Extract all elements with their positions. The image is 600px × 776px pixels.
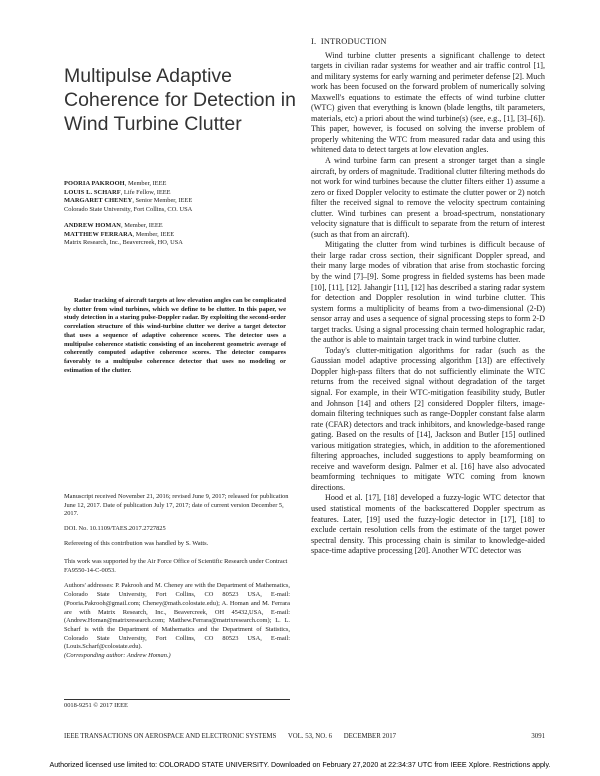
title-line: Coherence for Detection in bbox=[64, 89, 296, 111]
author-role: , Member, IEEE bbox=[121, 222, 163, 229]
journal-name: IEEE TRANSACTIONS ON AEROSPACE AND ELECTRONIC SYSTEMS bbox=[64, 733, 277, 740]
title-line: Wind Turbine Clutter bbox=[64, 113, 242, 135]
author-addresses: Authors' addresses: P. Pakrooh and M. Cheney are with the Department of Mathematics, Colorado State University, Fort Collins, CO 80523 USA, E-mail: (Pooria.Pakrooh@gmail.com; Cheney@math.colostate.edu); A. Homan and M. Ferrara are with Matrix Research, Inc., Beavercreek, OH 45432,USA, E-mail: (Andrew.Homan@matrixresearch.com; Matthew.Ferrara@matrixresearch.com); L. L. Scharf is with the Department of Mathematics and the Department of Statistics, Colorado State University, Fort Collins, CO 80523 USA, E-mail: (Louis.Scharf@colostate.edu). bbox=[64, 582, 291, 651]
manuscript-history: Manuscript received November 21, 2016; revised June 9, 2017; released for publication June 12, 2017. Date of publication July 17, 2017; date of current version December 5, 2017. bbox=[64, 493, 289, 518]
journal-volume: VOL. 53, NO. 6 bbox=[287, 733, 333, 740]
abstract: Radar tracking of aircraft targets at low elevation angles can be complicated by clutter from wind turbines, which we define to be clutter. In this paper, we study detection in a staring pulse-Doppler radar. By exploiting the second-order correlation structure of this wind-turbine clutter we derive a target detector that uses a sequence of adaptive coherence scores. The detector uses a multipulse coherence statistic consisting of an incoherent geometric average of coherently computed adaptive coherence scores. The detector compares favorably to a multipulse coherence detector that uses no modeling or estimation of the clutter. bbox=[64, 297, 286, 374]
refereeing-note: Refereeing of this contribution was handled by S. Watts. bbox=[64, 539, 209, 547]
paragraph: Hood et al. [17], [18] developed a fuzzy-logic WTC detector that used statistical moments of the backscattered Doppler spectrum as features. Later, [19] used the fuzzy-logic detector in [17], [18] to exclude certain resolution cells from the estimate of the target power spectral density. This processing chain is similar to knowledge-aided space-time adaptive processing [20]. Another WTC detector was bbox=[311, 493, 545, 556]
author-role: , Senior Member, IEEE bbox=[132, 197, 193, 205]
footnote-divider bbox=[64, 699, 290, 700]
page-footer bbox=[64, 732, 545, 741]
section-number: I. bbox=[311, 37, 317, 46]
issn-copyright: 0018-9251 © 2017 IEEE bbox=[64, 702, 128, 709]
paper-title bbox=[64, 64, 296, 136]
paragraph: Today's clutter-mitigation algorithms for radar (such as the Gaussian model adaptive processing algorithm [13]) are effectively Doppler high-pass filters that do not sufficiently eliminate the WTC returns from the received signal without degradation of the target signal. For example, in their WTC-mitigation feasibility study, Butler and Johnson [14] and others [2] considered Doppler filters, image-domain filtering techniques such as range-Doppler constant false alarm rate (CFAR) detectors and track inhibitors, and knowledge-based range gating. Based on the results of [14], Jackson and Butler [15] outlined various mitigation strategies, which, in addition to the aforementioned filtering approaches, included suggestions to apply beamforming on receive and waveform design. Palmer et al. [16] have also advocated beamforming techniques to mitigate WTC coming from known directions. bbox=[311, 345, 545, 492]
author-line bbox=[64, 222, 183, 231]
publication-notes bbox=[64, 493, 290, 549]
author-line bbox=[64, 189, 192, 198]
author-line bbox=[64, 197, 192, 206]
author-role: , Member, IEEE bbox=[124, 180, 167, 187]
support-and-addresses bbox=[64, 558, 290, 661]
author-affiliation: Matrix Research, Inc., Beavercreek, HO, USA bbox=[64, 239, 183, 247]
author-block-matrix bbox=[64, 222, 183, 248]
author-name: POORIA PAKROOH bbox=[64, 180, 125, 187]
author-block-csu bbox=[64, 180, 192, 215]
author-line bbox=[64, 180, 192, 189]
download-notice: Authorized licensed use limited to: COLORADO STATE UNIVERSITY. Downloaded on February 27,2020 at 22:34:37 UTC from IEEE Xplore. Restrictions apply. bbox=[49, 761, 551, 769]
page-number: 3091 bbox=[531, 733, 545, 740]
author-name: ANDREW HOMAN bbox=[64, 222, 121, 229]
author-name: MARGARET CHENEY bbox=[64, 197, 133, 205]
author-affiliation: Colorado State University, Fort Collins, CO. USA bbox=[64, 206, 193, 214]
author-role: , Member, IEEE bbox=[132, 230, 175, 238]
corresponding-author: (Corresponding author: Andrew Homan.) bbox=[64, 652, 171, 660]
paragraph: Mitigating the clutter from wind turbines is difficult because of their large radar cross section, their significant Doppler spread, and their many large modes of vibration that arise from stochastic forcing by the wind [7]–[9]. Some progress in fielded systems has been made [10], [11], [12]. Jahangir [11], [12] has described a staring radar system for detection and Doppler resolution in wind turbine clutter. This system forms a multiplicity of beams from a two-dimensional (2-D) sensor array and uses a sequence of signal processing steps to form 2-D target tracks. Using a signal processing chain termed holographic radar, the author is able to maintain target track in wind turbine clutter. bbox=[311, 240, 545, 345]
funding-note: This work was supported by the Air Force Office of Scientific Research under Contract FA9550-14-C-0053. bbox=[64, 558, 288, 574]
paragraph: A wind turbine farm can present a stronger target than a single aircraft, by orders of magnitude. Traditional clutter filtering methods do not work for wind turbines because the clutter filters either 1) assume a zero or fixed Doppler velocity to estimate the clutter power or 2) notch filter the received signal to remove the velocity spectrum containing clutter. Wind turbines can present a broad-spectrum, nonstationary velocity signature that is difficult to separate from the return of interest (such as that from an aircraft). bbox=[311, 155, 545, 239]
author-role: , Life Fellow, IEEE bbox=[120, 188, 171, 196]
paragraph: Wind turbine clutter presents a significant challenge to detect targets in civilian radar systems for weather and air traffic control [1], and military systems for early warning and perimeter defense [2]. Much work has been focused on the forward problem of numerically solving Maxwell's equations to estimate the effects of wind turbine clutter (WTC) given that everything is known (blade lengths, tilt parameters, materials, etc) a priori about the wind turbine(s) (see, e.g., [1], [3]–[6]). This paper, however, is focused on solving the inverse problem of properly whitening the WTC from measured radar data and using this whitened data to detect targets at low elevation angles. bbox=[311, 50, 545, 155]
doi: DOI. No. 10.1109/TAES.2017.2727825 bbox=[64, 525, 166, 533]
author-name: LOUIS L. SCHARF bbox=[64, 188, 121, 196]
journal-date: DECEMBER 2017 bbox=[343, 733, 397, 740]
section-heading bbox=[311, 37, 545, 47]
author-line bbox=[64, 231, 183, 240]
title-line: Multipulse Adaptive bbox=[64, 65, 233, 87]
introduction-column bbox=[311, 37, 545, 557]
author-name: MATTHEW FERRARA bbox=[64, 230, 133, 238]
section-title: INTRODUCTION bbox=[320, 37, 387, 46]
